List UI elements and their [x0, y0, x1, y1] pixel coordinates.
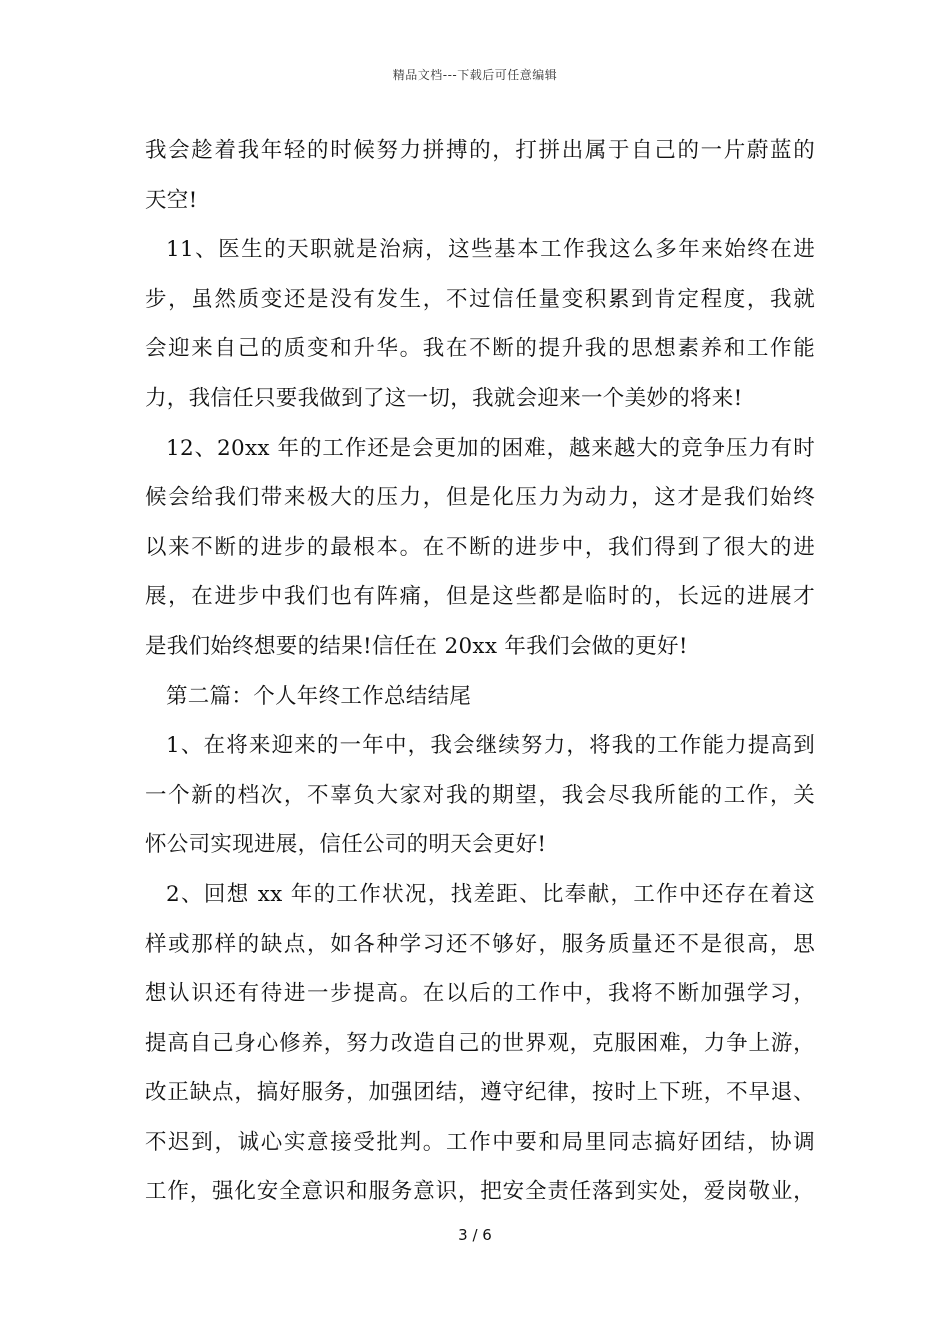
text-line: 一个新的档次，不辜负大家对我的期望，我会尽我所能的工作，关 — [145, 782, 815, 808]
text-line: 改正缺点，搞好服务，加强团结，遵守纪律，按时上下班，不早退、 — [145, 1080, 815, 1106]
text-line: 以来不断的进步的最根本。在不断的进步中，我们得到了很大的进 — [145, 534, 815, 560]
text-line: 是我们始终想要的结果!信任在 20xx 年我们会做的更好! — [145, 633, 688, 659]
page-number: 3 / 6 — [458, 1226, 492, 1244]
document-body — [145, 126, 815, 1217]
text-line: 我会趁着我年轻的时候努力拼搏的，打拼出属于自己的一片蔚蓝的 — [145, 138, 815, 163]
text-line: 会迎来自己的质变和升华。我在不断的提升我的思想素养和工作能 — [145, 336, 815, 362]
text-line: 1、在将来迎来的一年中，我会继续努力，将我的工作能力提高到 — [166, 733, 815, 759]
text-line: 提高自己身心修养，努力改造自己的世界观，克服困难，力争上游， — [145, 1030, 815, 1056]
text-line: 12、20xx 年的工作还是会更加的困难，越来越大的竞争压力有时 — [166, 435, 815, 461]
text-line: 力，我信任只要我做到了这一切，我就会迎来一个美妙的将来! — [145, 385, 743, 411]
text-line: 天空! — [145, 187, 198, 213]
text-line: 工作，强化安全意识和服务意识，把安全责任落到实处，爱岗敬业， — [145, 1179, 815, 1205]
text-line: 第二篇：个人年终工作总结结尾 — [166, 683, 472, 709]
text-line: 候会给我们带来极大的压力，但是化压力为动力，这才是我们始终 — [145, 485, 815, 511]
text-line: 11、医生的天职就是治病，这些基本工作我这么多年来始终在进 — [166, 237, 815, 263]
text-line: 展，在进步中我们也有阵痛，但是这些都是临时的，长远的进展才 — [145, 584, 815, 610]
text-line: 步，虽然质变还是没有发生，不过信任量变积累到肯定程度，我就 — [145, 286, 815, 312]
text-line: 怀公司实现进展，信任公司的明天会更好! — [145, 832, 547, 858]
page-header: 精品文档---下载后可任意编辑 — [392, 68, 558, 82]
text-line: 2、回想 xx 年的工作状况，找差距、比奉献，工作中还存在着这 — [166, 881, 815, 907]
text-line: 想认识还有待进一步提高。在以后的工作中，我将不断加强学习， — [145, 981, 815, 1007]
text-line: 样或那样的缺点，如各种学习还不够好，服务质量还不是很高，思 — [145, 931, 815, 957]
text-line: 不迟到，诚心实意接受批判。工作中要和局里同志搞好团结，协调 — [145, 1129, 815, 1155]
